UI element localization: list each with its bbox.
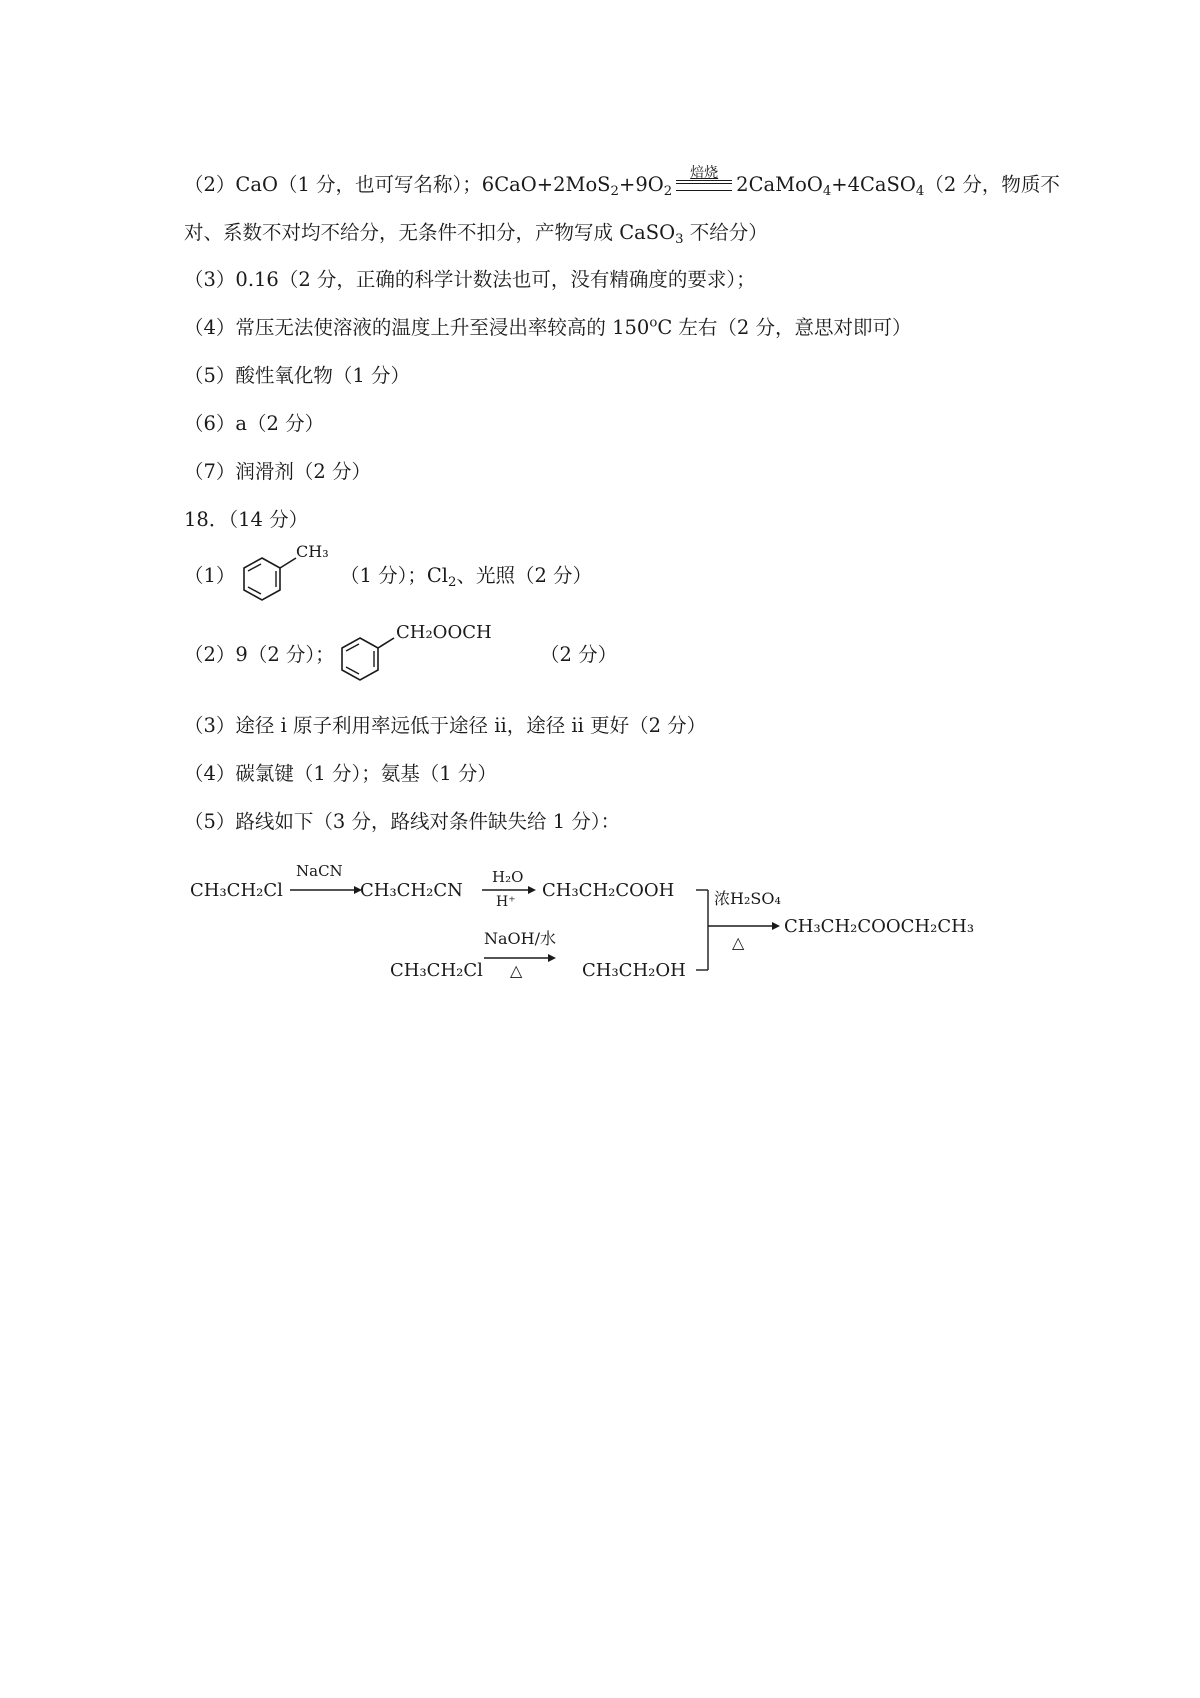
reaction-equal-sign — [674, 164, 734, 196]
route-r1-reagent2-bottom: H⁺ — [496, 894, 516, 910]
q17-p2-product2: +4CaSO — [831, 173, 916, 196]
q17-part6: （6）a（2 分） — [184, 412, 325, 435]
q17-p2-cont-b: 不给分） — [683, 221, 768, 244]
route-r2-end: CH₃CH₂OH — [582, 960, 686, 978]
q18-p1-b: 、光照（2 分） — [456, 564, 593, 587]
benzyl-formate-structure — [332, 618, 532, 690]
q18-part2-score: （2 分） — [540, 643, 618, 666]
route-r1-start: CH₃CH₂Cl — [190, 880, 283, 901]
synthesis-route — [184, 860, 1004, 978]
route-r1-reagent: NaCN — [296, 862, 343, 880]
q18-part5: （5）路线如下（3 分，路线对条件缺失给 1 分）： — [184, 810, 621, 833]
q18-title: 18．（14 分） — [184, 508, 309, 531]
route-r2-reagent-top: NaOH/水 — [484, 929, 557, 948]
subscript: 2 — [610, 183, 619, 199]
q17-part5: （5）酸性氧化物（1 分） — [184, 364, 411, 387]
q17-part7: （7）润滑剂（2 分） — [184, 460, 372, 483]
q18-part2-label: （2）9（2 分）； — [184, 643, 335, 666]
q18-p1-a: （1 分）；Cl — [340, 564, 449, 587]
ch2oocch-label: CH₂OOCH — [396, 622, 492, 643]
q17-part3: （3）0.16（2 分，正确的科学计数法也可，没有精确度的要求）； — [184, 268, 756, 291]
subscript: 2 — [448, 574, 457, 590]
toluene-structure — [232, 540, 342, 606]
subscript: 4 — [915, 183, 925, 199]
subscript: 3 — [675, 231, 684, 247]
route-final-reagent-top: 浓H₂SO₄ — [714, 889, 781, 908]
triple-bar-icon — [676, 180, 732, 191]
route-final-product: CH₃CH₂COOCH₂CH₃ — [784, 916, 975, 937]
route-final-reagent-bottom: △ — [732, 933, 745, 952]
route-r2-start: CH₃CH₂Cl — [390, 960, 483, 978]
q17-p2-cont-a: 对、系数不对均不给分，无条件不扣分，产物写成 CaSO — [184, 221, 676, 244]
reaction-condition: 焙烧 — [690, 164, 719, 181]
q18-part1-label: （1） — [184, 564, 236, 587]
q17-part2-line1 — [184, 164, 1060, 199]
q17-p4-b: C 左右（2 分，意思对即可） — [657, 316, 912, 339]
route-r1-end: CH₃CH₂COOH — [542, 880, 675, 901]
q17-p2-plus: +9O — [618, 173, 664, 196]
q18-part4: （4）碳氯键（1 分）；氨基（1 分） — [184, 762, 497, 785]
q18-part3: （3）途径 i 原子利用率远低于途径 ii，途径 ii 更好（2 分） — [184, 714, 707, 737]
q17-p2-prefix: （2）CaO（1 分，也可写名称）；6CaO+2MoS — [184, 173, 611, 196]
q17-part2-line2 — [184, 220, 768, 246]
q17-p2-tail: （2 分，物质不 — [924, 173, 1060, 196]
route-r1-mid: CH₃CH₂CN — [360, 880, 463, 901]
methyl-label: CH₃ — [296, 542, 329, 561]
arrowhead-icon — [772, 922, 780, 930]
arrowhead-icon — [528, 886, 536, 894]
q17-p2-product1: 2CaMoO — [736, 173, 823, 196]
route-r1-reagent2-top: H₂O — [492, 868, 524, 886]
superscript: o — [649, 315, 658, 331]
arrowhead-icon — [548, 954, 556, 962]
q18-part1-text — [340, 563, 592, 589]
subscript: 2 — [663, 183, 673, 199]
q17-p4-a: （4）常压无法使溶液的温度上升至浸出率较高的 150 — [184, 316, 650, 339]
route-r2-reagent-bottom: △ — [510, 961, 523, 978]
q17-part4 — [184, 315, 912, 341]
subscript: 4 — [822, 183, 832, 199]
